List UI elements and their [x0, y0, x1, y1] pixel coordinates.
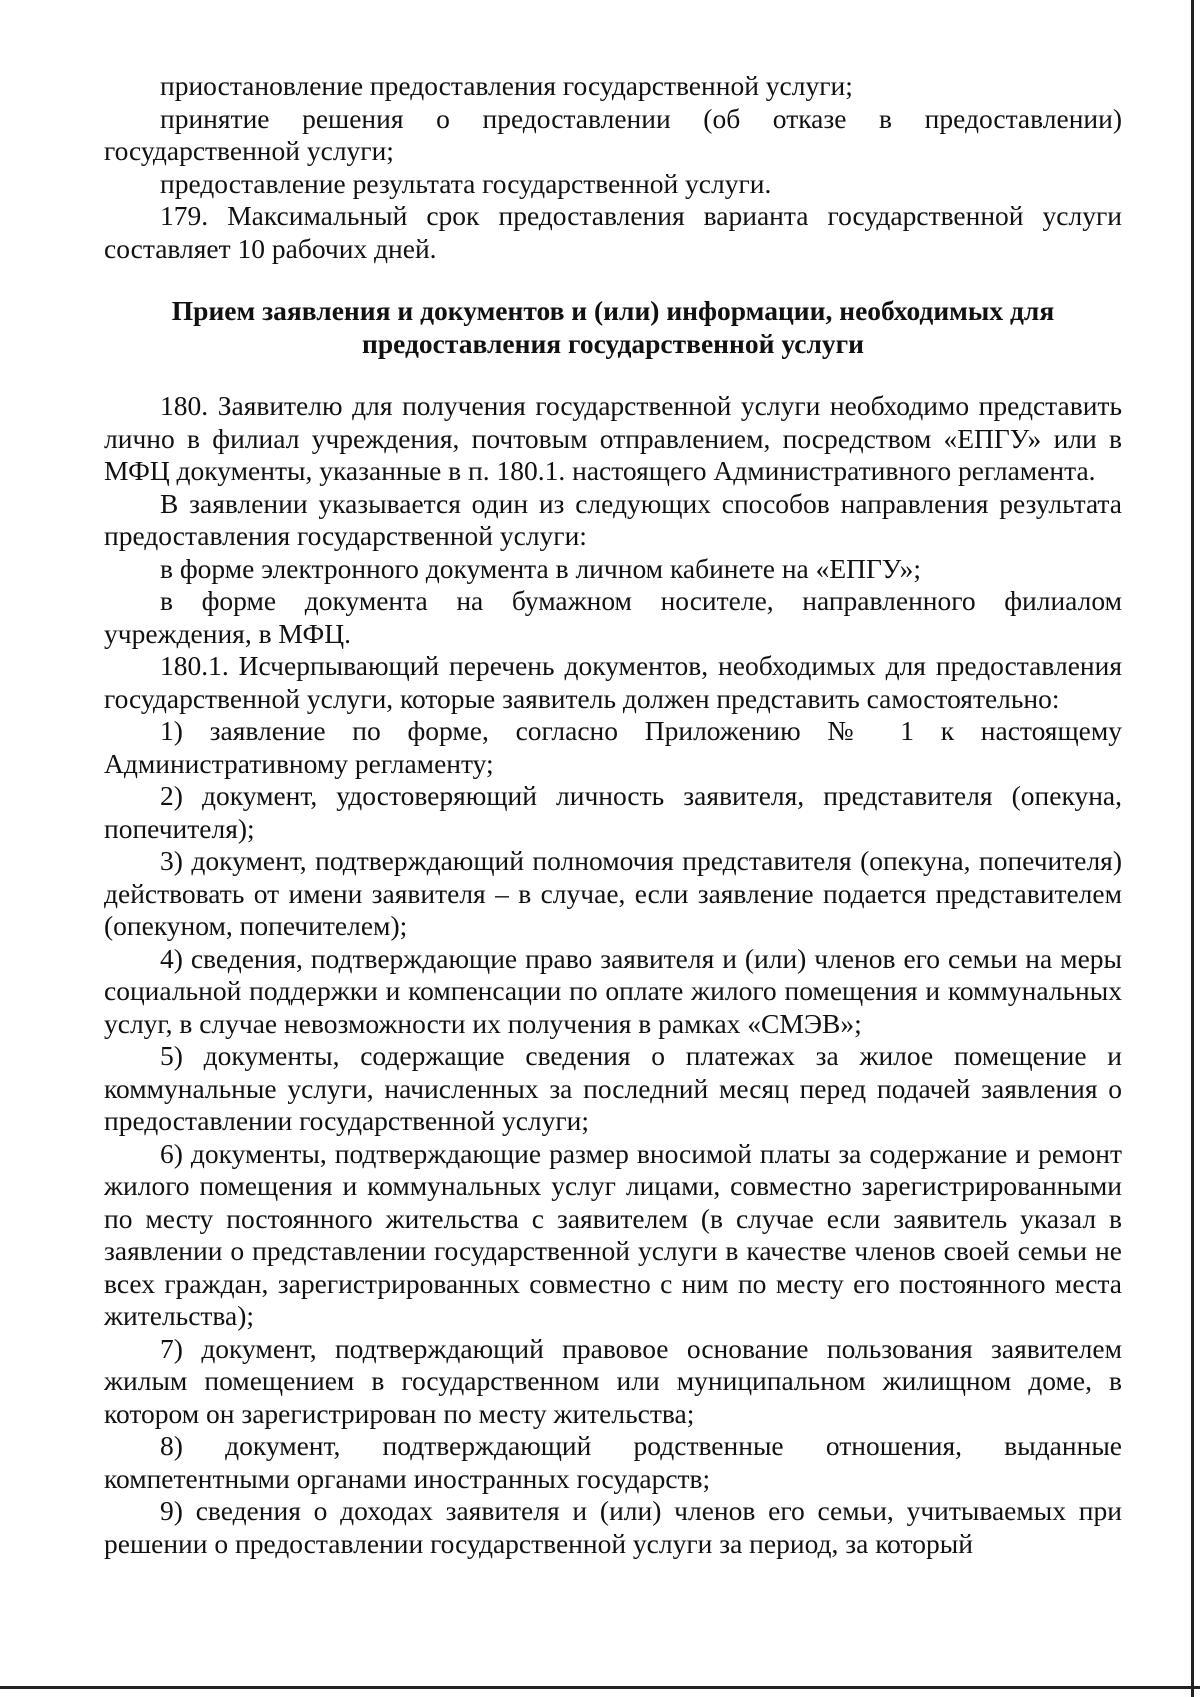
list-item: 1) заявление по форме, согласно Приложению № 1 к настоящему Административному регламенту;: [104, 715, 1122, 779]
paragraph: 180. Заявителю для получения государственной услуги необходимо представить лично в филиал учреждения, почтовым отправлением, посредством «ЕПГУ» или в МФЦ документы, указанные в п. 180.1. настоящего Административного регламента.: [104, 390, 1122, 486]
list-item: 3) документ, подтверждающий полномочия представителя (опекуна, попечителя) действовать от имени заявителя – в случае, если заявление подается представителем (опекуном, попечителем);: [104, 845, 1122, 941]
paragraph: В заявлении указывается один из следующих способов направления результата предоставления государственной услуги:: [104, 487, 1122, 551]
paragraph: принятие решения о предоставлении (об отказе в предоставлении) государственной услуги;: [104, 102, 1122, 166]
list-item: 9) сведения о доходах заявителя и (или) членов его семьи, учитываемых при решении о предоставлении государственной услуги за период, за который: [104, 1495, 1122, 1559]
paragraph: в форме электронного документа в личном кабинете на «ЕПГУ»;: [160, 552, 922, 584]
list-item: 5) документы, содержащие сведения о платежах за жилое помещение и коммунальные услуги, начисленных за последний месяц перед подачей заявления о предоставлении государственной услуги;: [104, 1040, 1122, 1136]
list-item: 2) документ, удостоверяющий личность заявителя, представителя (опекуна, попечителя);: [104, 780, 1122, 844]
list-item: 4) сведения, подтверждающие право заявителя и (или) членов его семьи на меры социальной поддержки и компенсации по оплате жилого помещения и коммунальных услуг, в случае невозможности их получения в рамках «СМЭВ»;: [104, 942, 1122, 1039]
scan-edge-right: [1191, 0, 1194, 1697]
document-body: [104, 70, 1122, 1560]
section-heading: Прием заявления и документов и (или) информации, необходимых для предоставления государственной услуги: [171, 295, 1055, 359]
list-item: 8) документ, подтверждающий родственные отношения, выданные компетентными органами иностранных государств;: [104, 1430, 1122, 1494]
list-item: 7) документ, подтверждающий правовое основание пользования заявителем жилым помещением в государственном или муниципальном жилищном доме, в котором он зарегистрирован по месту жительства;: [104, 1332, 1122, 1429]
scan-edge-bottom: [0, 1686, 1200, 1689]
paragraph: приостановление предоставления государственной услуги;: [160, 70, 853, 101]
list-item: 6) документы, подтверждающие размер вносимой платы за содержание и ремонт жилого помещения и коммунальных услуг лицами, совместно зарегистрированными по месту постоянного жительства с заявителем (в случае если заявитель указал в заявлении о представлении государственной услуги в качестве членов своей семьи не всех граждан, зарегистрированных совместно с ним по месту его постоянного места жительства);: [104, 1137, 1122, 1331]
paragraph: 180.1. Исчерпывающий перечень документов, необходимых для предоставления государственной услуги, которые заявитель должен представить самостоятельно:: [104, 650, 1122, 714]
paragraph: предоставление результата государственной услуги.: [160, 167, 772, 199]
paragraph: 179. Максимальный срок предоставления варианта государственной услуги составляет 10 рабочих дней.: [104, 200, 1122, 264]
paragraph: в форме документа на бумажном носителе, направленного филиалом учреждения, в МФЦ.: [104, 585, 1122, 649]
